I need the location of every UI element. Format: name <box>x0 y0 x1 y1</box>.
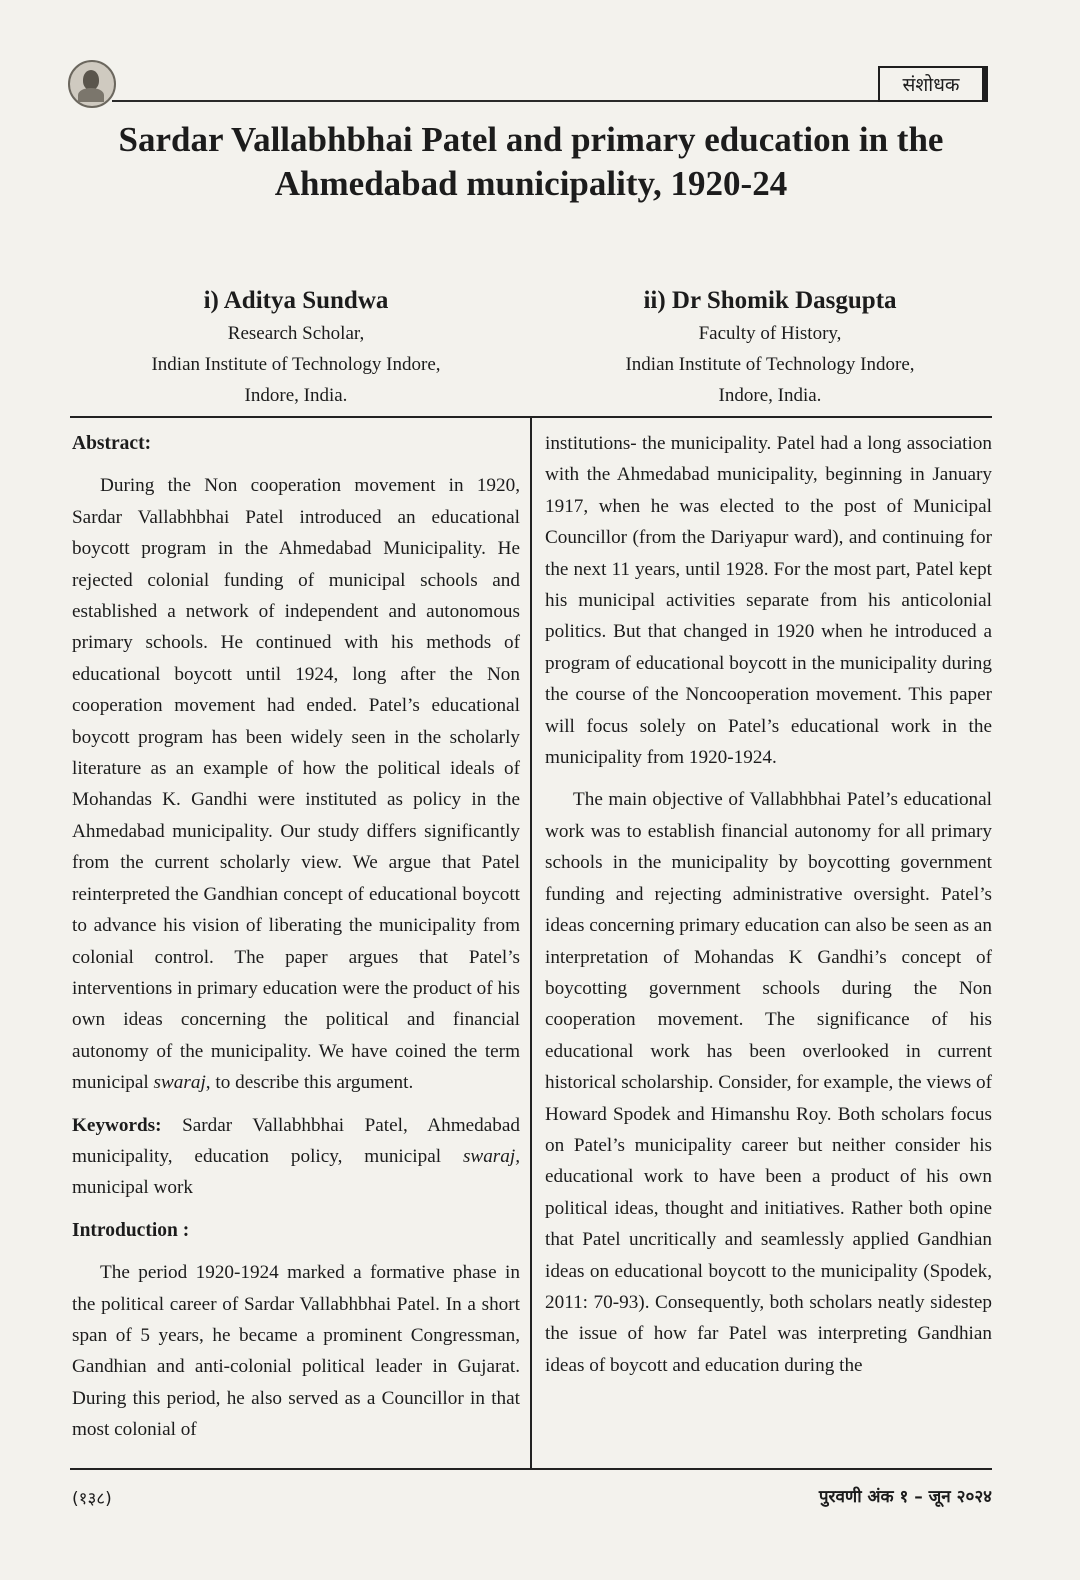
author-role: Research Scholar, <box>227 323 365 344</box>
author-institute: Indian Institute of Technology Indore, <box>625 354 915 375</box>
introduction-paragraph-1-continued: institutions- the municipality. Patel had a long association with the Ahmedabad municipality, beginning in January 1917, when he was elected to the post of Municipal Councillor (from the Dariyapur ward), and continuing for the next 11 years, until 1928. For the most part, Patel kept his municipal activities separate from his anticolonial politics. But that changed in 1920 when he introduced a program of educational boycott in the municipality during the course of the Noncooperation movement. This paper will focus solely on Patel’s educational work in the municipality from 1920-1924. <box>545 433 992 769</box>
abstract-paragraph <box>72 470 520 1098</box>
author-location: Indore, India. <box>244 385 348 406</box>
keywords-text: Sardar Vallabhbhai Patel, Ahmedabad municipality, education policy, municipal <box>72 1114 520 1167</box>
author-institute: Indian Institute of Technology Indore, <box>151 354 441 375</box>
author-role: Faculty of History, <box>698 323 842 344</box>
author-name: i) Aditya Sundwa <box>203 287 389 314</box>
abstract-text: During the Non cooperation movement in 1920, Sardar Vallabhbhai Patel introduced an educational boycott program in the Ahmedabad Municipality. He rejected colonial funding of municipal schools and established a network of independent and autonomous primary schools. He continued with his methods of educational boycott until 1924, long after the Non cooperation movement had ended. Patel’s educational boycott program has been widely seen in the scholarly literature as an example of how the political ideals of Mohandas K. Gandhi were instituted as policy in the Ahmedabad municipality. Our study differs significantly from the current scholarly view. We argue that Patel reinterpreted the Gandhian concept of educational boycott to advance his vision of liberating the municipality from colonial control. The paper argues that Patel’s interventions in primary education were the product of his own ideas concerning the political and financial autonomy of the municipality. We have coined the term municipal <box>72 475 520 1094</box>
author-block-2 <box>560 284 980 411</box>
header-rule <box>112 100 878 102</box>
bottom-rule <box>70 1468 992 1470</box>
author-name: ii) Dr Shomik Dasgupta <box>643 287 897 314</box>
left-column <box>72 428 520 1457</box>
journal-issue: पुरवणी अंक १ – जून २०२४ <box>818 1487 992 1507</box>
article-title: Sardar Vallabhbhai Patel and primary education in the Ahmedabad municipality, 1920-24 <box>118 120 944 203</box>
section-tag: संशोधक <box>878 66 988 102</box>
introduction-paragraph-1: The period 1920-1924 marked a formative phase in the political career of Sardar Vallabhbhai Patel. In a short span of 5 years, he became a prominent Congressman, Gandhian and anti-colonial political leader in Gujarat. During this period, he also served as a Councillor in that most colonial of <box>72 1262 520 1441</box>
logo-face <box>83 70 99 90</box>
keywords-label: Keywords: <box>72 1114 162 1136</box>
introduction-heading: Introduction : <box>72 1219 190 1241</box>
keywords-paragraph <box>72 1110 520 1204</box>
right-column <box>545 428 992 1392</box>
author-location: Indore, India. <box>718 385 822 406</box>
abstract-heading: Abstract: <box>72 433 152 454</box>
logo-body <box>78 88 104 102</box>
keywords-text-end: municipal work <box>72 1177 193 1199</box>
portrait-logo-icon <box>68 60 116 108</box>
author-block-1 <box>86 284 506 411</box>
column-divider <box>530 416 532 1470</box>
introduction-paragraph-2: The main objective of Vallabhbhai Patel’s educational work was to establish financial autonomy for all primary schools in the municipality by boycotting government funding and rejecting administrative oversight. Patel’s ideas concerning primary education can also be seen as an interpretation of Mohandas K Gandhi’s concept of boycotting government schools during the Non cooperation movement. The significance of his educational work has been overlooked in current historical scholarship. Consider, for example, the views of Howard Spodek and Himanshu Roy. Both scholars focus on Patel’s municipality career but neither consider his educational work to have been a product of his own political ideas, thought and initiatives. Rather both opine that Patel uncritically and seamlessly applied Gandhian ideas on educational boycott to the municipality (Spodek, 2011: 70-93). Consequently, both scholars neatly sidestep the issue of how far Patel was interpreting Gandhian ideas of boycott and education during the <box>545 789 992 1376</box>
abstract-text-end: , to describe this argument. <box>205 1072 414 1094</box>
keywords-italic-term: swaraj, <box>462 1145 520 1167</box>
abstract-italic-term: swaraj <box>153 1072 206 1094</box>
page-number: (१३८) <box>72 1489 112 1509</box>
